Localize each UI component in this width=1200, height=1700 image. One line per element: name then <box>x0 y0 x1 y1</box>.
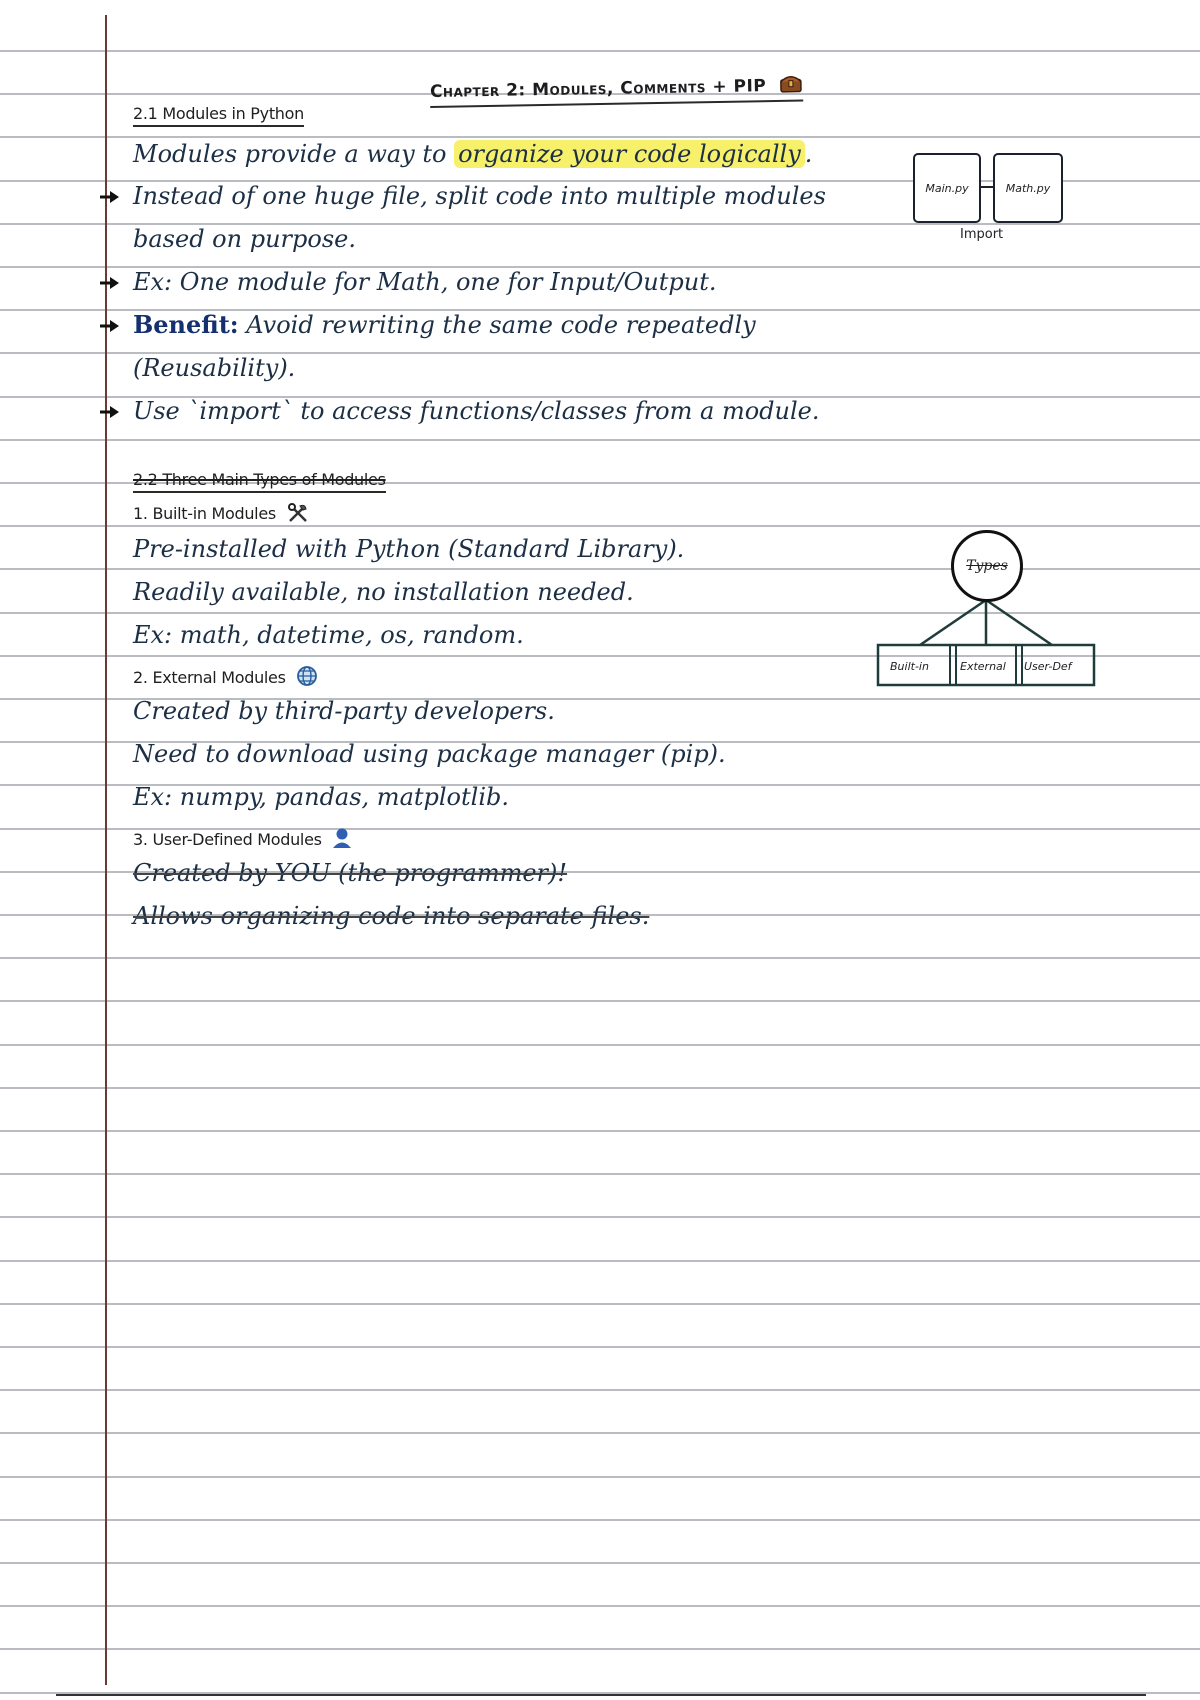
text-segment: Modules provide a way to <box>133 140 455 168</box>
text-line: Ex: numpy, pandas, matplotlib. <box>133 783 509 811</box>
text-line: Instead of one huge file, split code into multiple modules <box>133 182 826 210</box>
section-heading-types-text: 2.2 Three Main Types of Modules <box>133 470 386 493</box>
import-caption: Import <box>960 227 1004 242</box>
page-title-text: Chapter 2: Modules, Comments + PIP <box>429 76 767 102</box>
builtin-heading <box>133 503 309 527</box>
user-defined-heading-text: 3. User-Defined Modules <box>133 830 322 849</box>
ruled-line <box>0 1476 1200 1478</box>
section-heading-modules-text: 2.1 Modules in Python <box>133 104 304 127</box>
section-heading-types <box>133 470 386 489</box>
import-connector <box>979 186 993 188</box>
page-title <box>430 71 803 108</box>
ruled-line <box>0 1605 1200 1607</box>
ruled-line <box>0 1130 1200 1132</box>
math-py-box: Math.py <box>993 153 1063 223</box>
builtin-heading-text: 1. Built-in Modules <box>133 504 276 523</box>
ruled-line <box>0 1303 1200 1305</box>
text-line: Readily available, no installation needed. <box>133 578 634 606</box>
types-root-node: Types <box>951 530 1023 602</box>
ruled-line <box>0 1519 1200 1521</box>
ruled-line <box>0 1389 1200 1391</box>
globe-icon <box>296 665 318 691</box>
ruled-line <box>0 50 1200 52</box>
text-line: (Reusability). <box>133 354 296 382</box>
ruled-line <box>0 1087 1200 1089</box>
arrow-icon <box>98 275 122 291</box>
highlighted-text: organize your code logically <box>454 140 805 168</box>
ruled-line <box>0 1000 1200 1002</box>
user-defined-heading <box>133 827 352 853</box>
text-line: Ex: One module for Math, one for Input/Output. <box>133 268 717 296</box>
ruled-line <box>0 136 1200 138</box>
arrow-icon <box>98 189 122 205</box>
tools-icon <box>287 503 309 527</box>
external-heading-text: 2. External Modules <box>133 668 286 687</box>
text-line: based on purpose. <box>133 225 356 253</box>
ruled-line <box>0 1216 1200 1218</box>
builtin-node: Built-in <box>890 660 929 673</box>
text-line: Use `import` to access functions/classes from a module. <box>133 397 820 425</box>
arrow-icon <box>98 404 122 420</box>
text-segment: . <box>804 140 813 168</box>
external-heading <box>133 665 318 691</box>
ruled-line <box>0 1648 1200 1650</box>
person-icon <box>332 827 352 853</box>
text-line <box>133 139 812 169</box>
margin-line <box>105 15 107 1685</box>
text-line: Pre-installed with Python (Standard Library). <box>133 535 685 563</box>
ruled-line <box>0 1562 1200 1564</box>
text-line: Created by YOU (the programmer)! <box>133 859 568 887</box>
arrow-icon <box>98 318 122 334</box>
ruled-line <box>0 1173 1200 1175</box>
ruled-line <box>0 1260 1200 1262</box>
ruled-line <box>0 1432 1200 1434</box>
text-line: Ex: math, datetime, os, random. <box>133 621 524 649</box>
text-line: Need to download using package manager (pip). <box>133 740 726 768</box>
text-line <box>133 310 756 340</box>
ruled-line <box>0 1346 1200 1348</box>
treasure-chest-icon <box>778 71 802 98</box>
text-line: Created by third-party developers. <box>133 697 555 725</box>
main-py-box: Main.py <box>913 153 981 223</box>
bottom-rule <box>56 1694 1146 1696</box>
ruled-line <box>0 1044 1200 1046</box>
ruled-line <box>0 957 1200 959</box>
benefit-label: Benefit: <box>133 310 239 339</box>
user-def-node: User-Def <box>1024 660 1072 673</box>
section-heading-modules <box>133 104 304 123</box>
text-segment: Avoid rewriting the same code repeatedly <box>238 311 756 339</box>
ruled-line <box>0 439 1200 441</box>
external-node: External <box>960 660 1006 673</box>
text-line: Allows organizing code into separate files. <box>133 902 650 930</box>
